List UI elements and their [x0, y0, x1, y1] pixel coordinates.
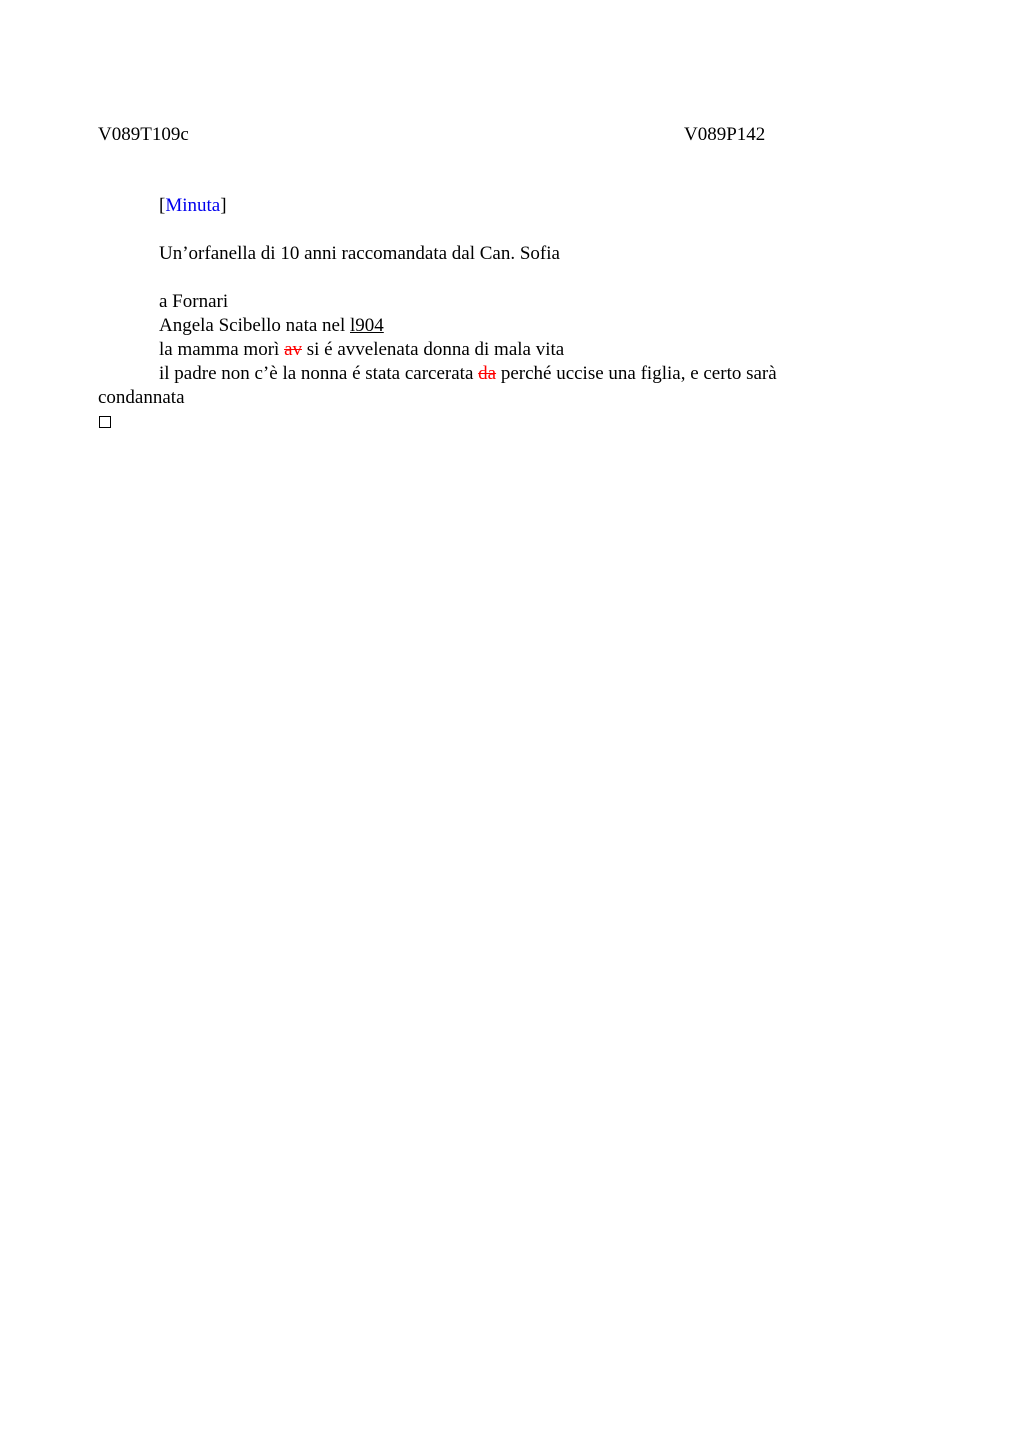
- mother-text-2: si é avvelenata donna di mala vita: [302, 339, 565, 360]
- mother-line: [98, 338, 858, 362]
- birth-year: l904: [350, 315, 384, 336]
- deleted-text: da: [478, 363, 497, 384]
- recipient-line: a Fornari: [159, 291, 229, 312]
- father-text-2: perché uccise una figlia, e certo sarà condannata: [98, 363, 777, 408]
- document-code-right: V089P142: [684, 124, 766, 145]
- document-label: Minuta: [165, 195, 221, 216]
- name-line: [98, 314, 858, 338]
- father-text-1: il padre non c’è la nonna é stata carcerata: [159, 363, 479, 384]
- name-text: Angela Scibello nata nel: [159, 315, 350, 336]
- label-bracket-close: ]: [220, 195, 227, 216]
- square-box-icon: [99, 416, 111, 428]
- document-body: [98, 194, 858, 434]
- end-marker-line: [98, 410, 858, 434]
- father-line: [98, 362, 858, 410]
- document-label-line: [98, 194, 858, 218]
- spacer: [98, 266, 858, 290]
- label-bracket-open: [: [159, 195, 166, 216]
- document-title-line: Un’orfanella di 10 anni raccomandata dal Can. Sofia: [159, 243, 560, 264]
- document-code-left: V089T109c: [98, 124, 189, 145]
- mother-text-1: la mamma morì: [159, 339, 285, 360]
- spacer: [98, 218, 858, 242]
- deleted-text: av: [284, 339, 302, 360]
